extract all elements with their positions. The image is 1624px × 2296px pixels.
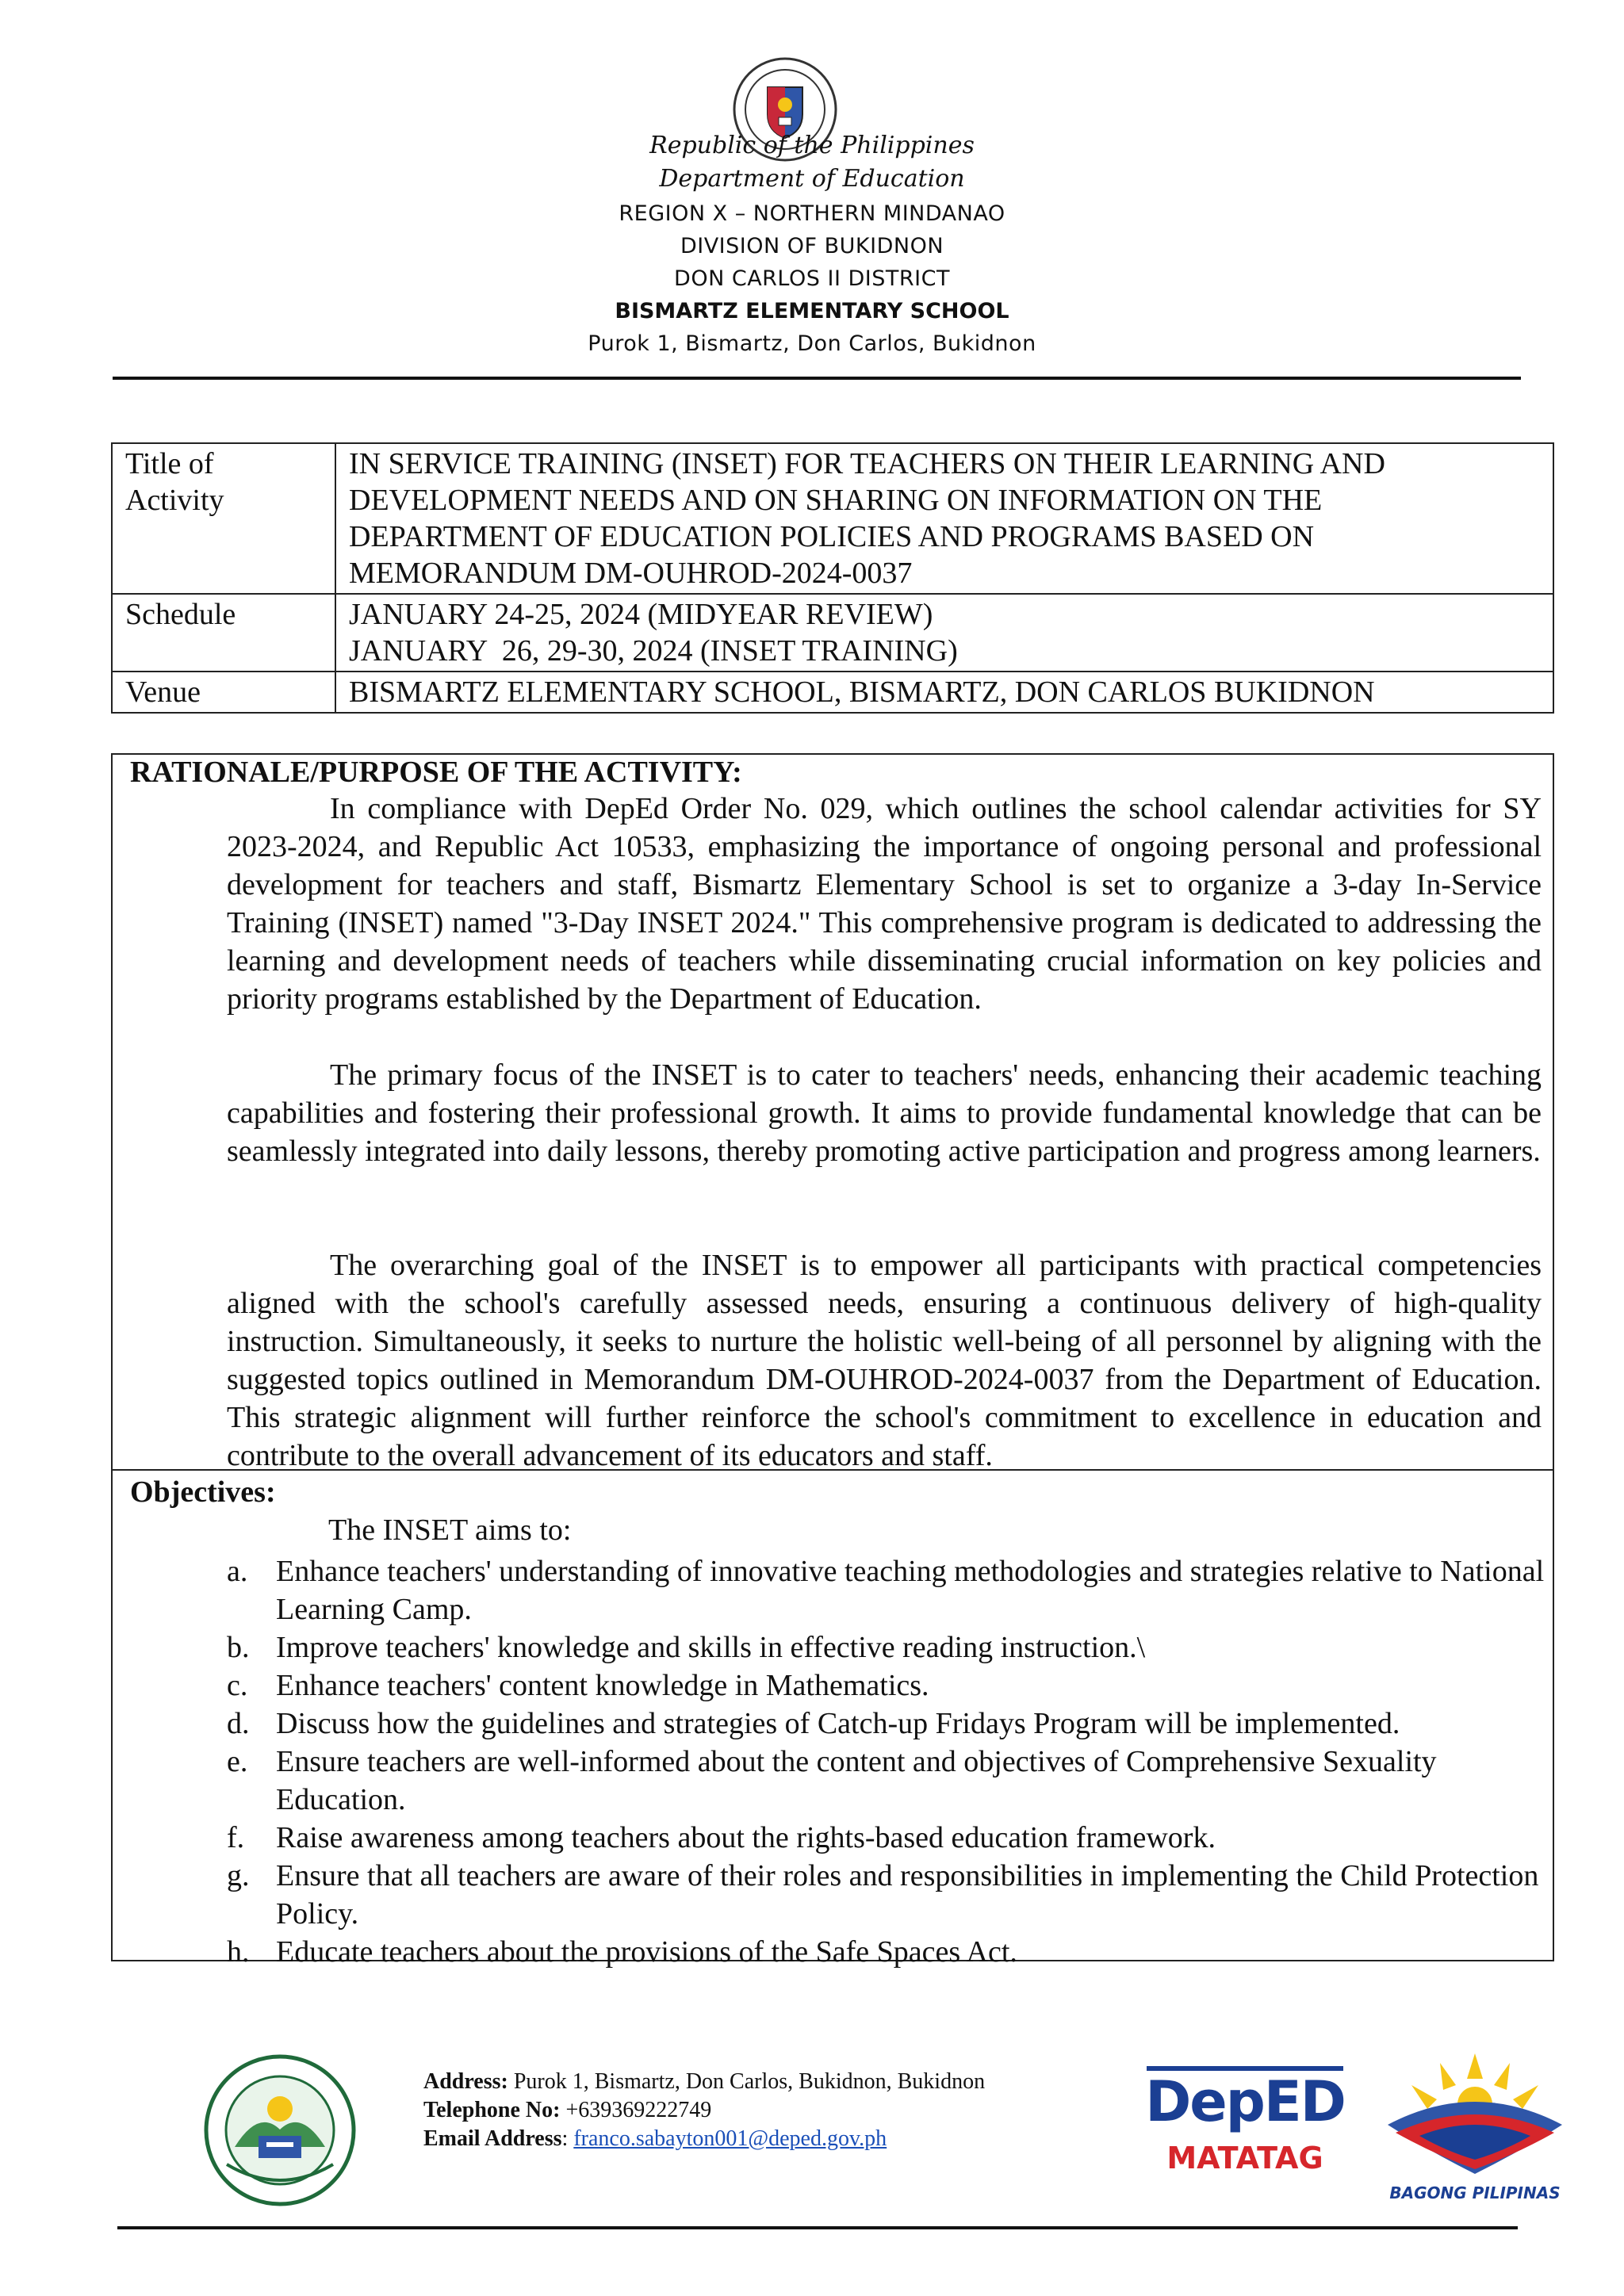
email-link[interactable]: franco.sabayton001@deped.gov.ph (573, 2126, 887, 2151)
title-value-cell (335, 443, 1553, 594)
list-item (227, 1552, 1545, 1628)
objective-text: Enhance teachers' content knowledge in Mathematics. (276, 1669, 929, 1702)
list-marker: h. (227, 1935, 250, 1969)
objective-text: Raise awareness among teachers about the rights-based education framework. (276, 1821, 1216, 1854)
list-item (227, 1743, 1545, 1819)
table-row (112, 672, 1553, 713)
email-label: Email Address (423, 2126, 562, 2151)
objective-text: Discuss how the guidelines and strategies of Catch-up Fridays Program will be implemented. (276, 1707, 1400, 1740)
header-divider (113, 377, 1521, 380)
title-line: IN SERVICE TRAINING (INSET) FOR TEACHERS ON THEIR LEARNING AND (349, 447, 1385, 480)
table-row (112, 443, 1553, 594)
list-marker: g. (227, 1859, 250, 1892)
header-district: DON CARLOS II DISTRICT (674, 266, 950, 291)
rationale-paragraph: The overarching goal of the INSET is to empower all participants with practical competencies aligned with the school's carefully assessed needs, ensuring a continuous delivery of high-quality instruction. Simultaneously, it seeks to nurture the holistic well-being of all personnel by aligning with the suggested topics outlined in Memorandum DM-OUHROD-2024-0037 from the Department of Education. This strategic alignment will further reinforce the school's commitment to excellence in education and contribute to the overall advancement of its educators and staff. (227, 1249, 1542, 1472)
list-item (227, 1819, 1545, 1857)
schedule-value-cell (335, 594, 1553, 672)
rationale-paragraph: The primary focus of the INSET is to cater to teachers' needs, enhancing their academic teaching capabilities and fostering their professional growth. It aims to provide fundamental knowledge that can be seamlessly integrated into daily lessons, thereby promoting active participation and progress among learners. (227, 1058, 1542, 1168)
objective-text: Improve teachers' knowledge and skills in effective reading instruction.\ (276, 1631, 1146, 1664)
title-label-cell (112, 443, 335, 594)
footer-telephone-line (423, 2096, 985, 2125)
list-item (227, 1667, 1545, 1705)
venue-label-cell: Venue (112, 672, 335, 713)
list-item (227, 1628, 1545, 1667)
list-marker: e. (227, 1745, 248, 1778)
title-label-line: Activity (125, 484, 224, 517)
telephone-label: Telephone No: (423, 2098, 561, 2122)
venue-value-cell: BISMARTZ ELEMENTARY SCHOOL, BISMARTZ, DON CARLOS BUKIDNON (335, 672, 1553, 713)
deped-logo-text: DepED (1145, 2069, 1345, 2134)
title-line: DEPARTMENT OF EDUCATION POLICIES AND PROGRAMS BASED ON (349, 520, 1315, 553)
objective-text: Ensure teachers are well-informed about the content and objectives of Comprehensive Sexuality Education. (276, 1745, 1437, 1816)
rationale-heading: RATIONALE/PURPOSE OF THE ACTIVITY: (130, 756, 742, 789)
footer-divider (117, 2226, 1518, 2229)
schedule-label-cell: Schedule (112, 594, 335, 672)
objective-text: Educate teachers about the provisions of the Safe Spaces Act. (276, 1935, 1017, 1969)
header-school-location: Purok 1, Bismartz, Don Carlos, Bukidnon (588, 331, 1036, 356)
schedule-line: JANUARY 24-25, 2024 (MIDYEAR REVIEW) (349, 598, 933, 631)
list-marker: f. (227, 1821, 245, 1854)
matatag-logo-text: MATATAG (1166, 2141, 1323, 2175)
rationale-paragraph: In compliance with DepEd Order No. 029, which outlines the school calendar activities for SY 2023-2024, and Republic Act 10533, emphasizing the importance of ongoing personal and professional development for teachers and staff, Bismartz Elementary School is set to organize a 3-day In-Service Training (INSET) named "3-Day INSET 2024." This comprehensive program is dedicated to addressing the learning and development needs of teachers while disseminating crucial information on key policies and priority programs established by the Department of Education. (227, 792, 1542, 1016)
bagong-pilipinas-logo (1364, 2047, 1586, 2214)
list-marker: c. (227, 1669, 248, 1702)
table-row (112, 594, 1553, 672)
footer-contact-block (423, 2068, 985, 2153)
title-label-line: Title of (125, 447, 214, 480)
email-separator: : (561, 2126, 574, 2151)
objectives-list (227, 1552, 1545, 1971)
list-item (227, 1705, 1545, 1743)
bagong-pilipinas-emblem-icon (1364, 2047, 1586, 2182)
list-marker: a. (227, 1555, 248, 1588)
schedule-line: JANUARY 26, 29-30, 2024 (INSET TRAINING) (349, 634, 958, 668)
list-marker: b. (227, 1631, 250, 1664)
footer-address-line (423, 2068, 985, 2096)
header-division: DIVISION OF BUKIDNON (680, 234, 944, 258)
objective-text: Ensure that all teachers are aware of their roles and responsibilities in implementing the Child Protection Policy. (276, 1859, 1539, 1931)
header-republic: Republic of the Philippines (649, 132, 975, 159)
header-region: REGION X – NORTHERN MINDANAO (619, 201, 1005, 226)
list-item (227, 1857, 1545, 1933)
list-item (227, 1933, 1545, 1971)
telephone-value: +639369222749 (560, 2098, 712, 2122)
address-label: Address: (423, 2069, 508, 2094)
deped-matatag-logo (1140, 2058, 1350, 2201)
objectives-heading: Objectives: (130, 1475, 276, 1509)
division-seal-icon (203, 2053, 357, 2207)
header-department: Department of Education (659, 165, 965, 193)
objectives-intro: The INSET aims to: (328, 1513, 572, 1547)
title-line: DEVELOPMENT NEEDS AND ON SHARING ON INFORMATION ON THE (349, 484, 1323, 517)
list-marker: d. (227, 1707, 250, 1740)
footer-email-line (423, 2125, 985, 2153)
address-value: Purok 1, Bismartz, Don Carlos, Bukidnon, Bukidnon (508, 2069, 986, 2094)
bagong-pilipinas-text: BAGONG PILIPINAS (1389, 2183, 1561, 2202)
activity-info-table (111, 442, 1554, 714)
title-line: MEMORANDUM DM-OUHROD-2024-0037 (349, 557, 913, 590)
objective-text: Enhance teachers' understanding of innovative teaching methodologies and strategies relative to National Learning Camp. (276, 1555, 1545, 1626)
header-school-name: BISMARTZ ELEMENTARY SCHOOL (615, 299, 1009, 323)
